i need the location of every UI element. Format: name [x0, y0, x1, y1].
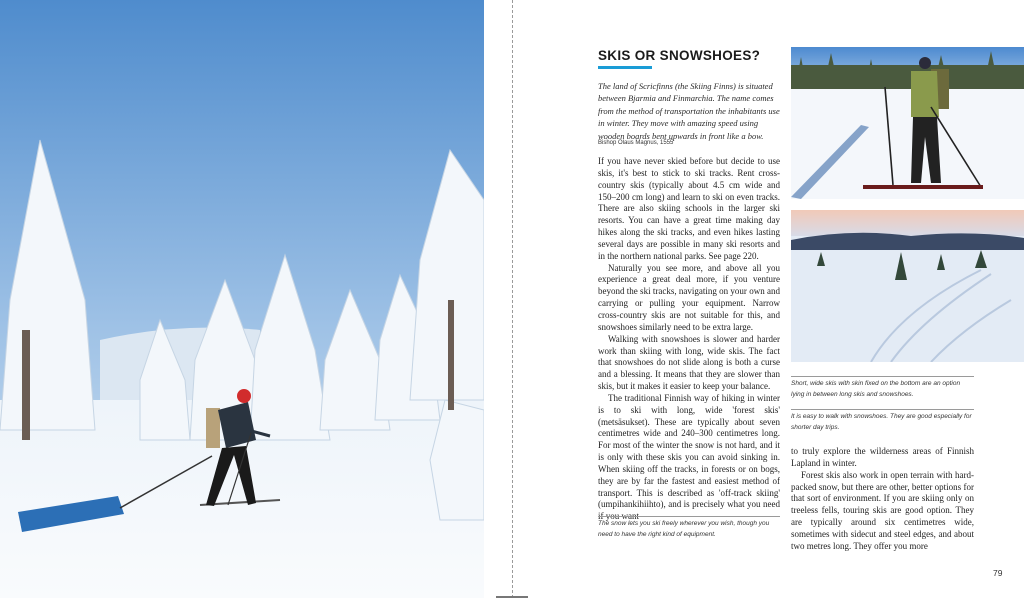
- short-skis-photo: [791, 47, 1024, 199]
- skier-forest-photo: [0, 0, 484, 598]
- section-heading: SKIS OR SNOWSHOES?: [598, 48, 761, 63]
- caption-tracks-photo: It is easy to walk with snowshoes. They are good especially for shorter day trips.: [791, 409, 974, 433]
- body-text-column-right: [791, 446, 974, 553]
- book-spine: [512, 0, 513, 598]
- snowshoe-tracks-photo: [791, 210, 1024, 362]
- heading-accent-bar: [598, 66, 652, 69]
- paragraph: to truly explore the wilderness areas of Finnish Lapland in winter.: [791, 446, 974, 468]
- paragraph: If you have never skied before but decide to use skis, it's best to stick to ski tracks. Rent cross-country skis (typically about 4.5 cm wide and 150–200 cm long) and learn to ski on even tracks. There are also skiing schools in the larger ski resorts. You can have a great time making day hikes along the ski tracks, and even hikes lasting several days are possible in many ski resorts and in the northern national parks. See page 220.: [598, 156, 780, 261]
- paragraph: The traditional Finnish way of hiking in winter is to ski with long, wide 'forest skis' (metsäsukset). These are typically about seven centimetres wide and 240–300 centimetres long. For most of the winter the snow is not hard, and it is only with these skis you can avoid sinking in. When skiing off the tracks, in forests or on bogs, they are by far the fastest and easiest method of transport. This is described as 'off-track skiing' (umpihankihiihto), and is precisely what you need if you want: [598, 392, 780, 522]
- body-text-column-left: [598, 156, 780, 523]
- caption-left-photo: The snow lets you ski freely wherever you wish, though you need to have the right kind of equipment.: [598, 516, 780, 540]
- historical-quote: The land of Scricfinns (the Skiing Finns) is situated between Bjarmia and Finmarchia. The name comes from the method of transportation the inhabitants use in winter. They move with amazing speed using wooden boards bent upwards in front like a bow.: [598, 81, 780, 141]
- page-number: 79: [993, 568, 1003, 578]
- paragraph: Walking with snowshoes is slower and harder work than skiing with long, wide skis. The fact that snowshoes do not slide along is both a curse and a blessing. It means that they are slower than skis, but it makes it easier to keep your balance.: [598, 333, 780, 392]
- caption-skier-photo: Short, wide skis with skin fixed on the bottom are an option lying in between long skis and snowshoes.: [791, 376, 974, 400]
- paragraph: Forest skis also work in open terrain with hard-packed snow, but there are other, better options for that sort of environment. If you are skiing only on treeless fells, touring skis are good option. They are typically around six centimetres wide, sometimes with sidecut and steel edges, and about two metres long. They offer you more: [791, 469, 974, 551]
- quote-source: Bishop Olaus Magnus, 1555: [598, 140, 674, 146]
- paragraph: Naturally you see more, and above all you experience a great deal more, if you venture beyond the ski tracks, navigating on your own and carrying or pulling your equipment. Narrow cross-country skis are not suitable for this, and snowshoes similarly need to be extra large.: [598, 262, 780, 332]
